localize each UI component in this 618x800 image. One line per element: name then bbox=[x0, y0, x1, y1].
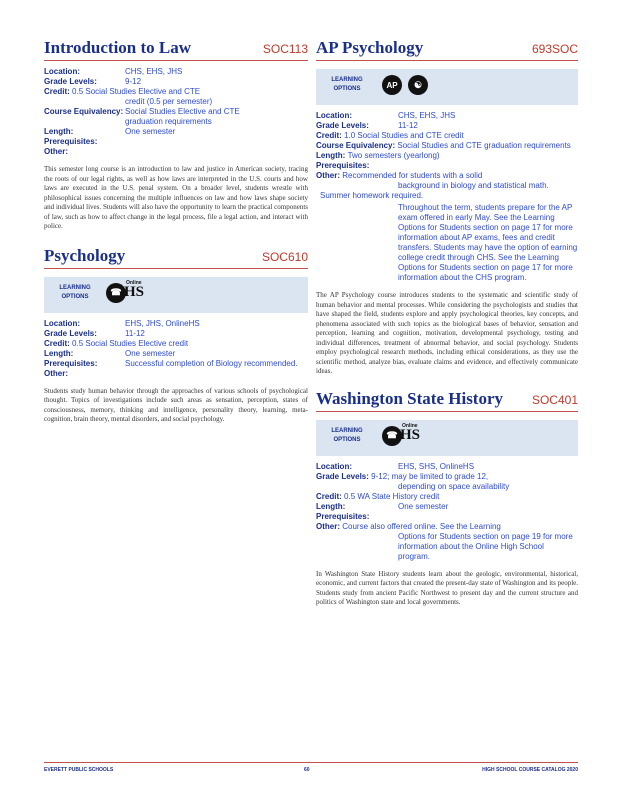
course-header bbox=[316, 389, 578, 412]
learning-options-box bbox=[316, 69, 578, 105]
length-value: One semester bbox=[125, 348, 176, 358]
ap-icon: AP bbox=[382, 75, 402, 95]
online-hs-icon: ☎ HS Online bbox=[106, 281, 144, 305]
location-label: Location: bbox=[44, 318, 80, 328]
course-code: 693SOC bbox=[531, 42, 578, 56]
course-description: The AP Psychology course introduces students to the systematic and scientific study of human behavior and mental processes. While considering the psychologists and studies that have shaped the field, students explore and apply psychological theories, key concepts, and phenomena associated with such topics as the biological bases of behavior, sensation and perception, learning and cognition, motivation, developmental psychology, testing and individual differences, treatment of abnormal behavior, and social psychology. Students employ psychological research methods, including ethical considerations, as they use the scientific method, analyze bias, evaluate claims and evidence, and effectively communicate ideas. bbox=[316, 291, 578, 375]
left-column bbox=[44, 38, 308, 432]
online-hs-icon: ☎ HS Online bbox=[382, 424, 420, 448]
footer-district: EVERETT PUBLIC SCHOOLS bbox=[44, 767, 114, 773]
location-label: Location: bbox=[44, 67, 80, 76]
course-info bbox=[44, 67, 308, 157]
other-label: Other: bbox=[316, 521, 340, 531]
grade-value: 9-12; may be limited to grade 12, bbox=[371, 471, 489, 481]
grade-label: Grade Levels: bbox=[316, 121, 369, 130]
length-label: Length: bbox=[316, 501, 346, 511]
grade-value: 11-12 bbox=[398, 121, 418, 130]
learning-options-label: LEARNING OPTIONS bbox=[59, 284, 91, 300]
course-info bbox=[316, 462, 578, 562]
equivalency-label: Course Equivalency: bbox=[316, 141, 396, 150]
credit-label: Credit: bbox=[44, 87, 70, 96]
location-value: CHS, EHS, JHS bbox=[398, 111, 456, 120]
other-value-cont: Options for Students section on page 19 for more information about the Online High School program. bbox=[398, 531, 573, 561]
location-value: CHS, EHS, JHS bbox=[125, 67, 183, 76]
equivalency-value: Social Studies and CTE graduation requirements bbox=[397, 141, 571, 150]
course-code: SOC113 bbox=[262, 42, 308, 56]
course-psychology bbox=[44, 246, 308, 425]
length-value: One semester bbox=[398, 501, 449, 511]
equivalency-value: Social Studies Elective and CTE bbox=[125, 107, 240, 116]
credit-value: 1.0 Social Studies and CTE credit bbox=[344, 131, 464, 140]
equivalency-value-cont: graduation requirements bbox=[125, 117, 212, 126]
course-ap-psychology bbox=[316, 38, 578, 377]
credit-value: 0.5 Social Studies Elective and CTE bbox=[72, 87, 201, 96]
location-label: Location: bbox=[316, 461, 352, 471]
other-value-cont: background in biology and statistical math. bbox=[398, 181, 549, 190]
course-info bbox=[44, 319, 308, 379]
course-header bbox=[44, 246, 308, 269]
length-label: Length: bbox=[316, 151, 346, 160]
footer-catalog: HIGH SCHOOL COURSE CATALOG 2020 bbox=[482, 767, 578, 773]
other-value-details: Throughout the term, students prepare for the AP exam offered in early May. See the Learning Options for Students section on page 17 for more information about AP exams, fees and credit transfers. Students may have the option of earning college credit through CHS. See the Learning Options for Students section on page 17 for more information about the CHS program. bbox=[398, 203, 578, 282]
grade-label: Grade Levels: bbox=[44, 328, 97, 338]
course-header bbox=[44, 38, 308, 61]
other-value: Course also offered online. See the Learning bbox=[342, 521, 501, 531]
course-title: Washington State History bbox=[316, 388, 504, 408]
credit-label: Credit: bbox=[316, 131, 342, 140]
course-intro-to-law bbox=[44, 38, 308, 232]
equivalency-label: Course Equivalency: bbox=[44, 107, 124, 116]
other-label: Other: bbox=[44, 147, 68, 156]
course-washington-state-history bbox=[316, 389, 578, 608]
grade-value-cont: depending on space availability bbox=[398, 481, 510, 491]
course-code: SOC401 bbox=[531, 392, 578, 407]
credit-value: 0.5 Social Studies Elective credit bbox=[72, 338, 189, 348]
prereq-label: Prerequisites: bbox=[316, 161, 370, 170]
college-in-high-school-icon: ☯ bbox=[408, 75, 428, 95]
length-label: Length: bbox=[44, 127, 74, 136]
course-description: This semester long course is an introduction to law and justice in American society, tracing the roots of our legal rights, as well as how laws are interpreted in the U.S. courts and how laws are executed in the U.S. penal system. On a broader level, students wrestle with philosophical issues concerning the multiple influences on law and how laws shape society and individual lives. Students will also have the opportunity to learn the practical components of law, such as how to affect change in the legal process, file a legal action, and interact with police. bbox=[44, 165, 308, 230]
course-code: SOC610 bbox=[261, 249, 308, 264]
course-description: Students study human behavior through the approaches of various schools of psychological thought. Topics of investigations include such areas as sensation, perception, states of consciousness, memory, thinking and intelligence, personality theory, learning, meta-cognition, brain theory, mental disorders, and social psychology. bbox=[44, 386, 308, 423]
course-info bbox=[316, 111, 578, 283]
learning-options-label: LEARNING OPTIONS bbox=[331, 427, 363, 443]
grade-label: Grade Levels: bbox=[44, 77, 97, 86]
prereq-label: Prerequisites: bbox=[44, 137, 98, 146]
other-value: Recommended for students with a solid bbox=[342, 171, 483, 180]
learning-options-label: LEARNING OPTIONS bbox=[331, 77, 363, 92]
location-value: EHS, SHS, OnlineHS bbox=[398, 461, 475, 471]
course-description: In Washington State History students learn about the geologic, environmental, historical, economic, and current factors that created the present-day state of Washington and its people. Students study from ancient Pacific Northwest to present day and the current structure and politics of Washington state and local governments. bbox=[316, 569, 578, 606]
location-label: Location: bbox=[316, 111, 352, 120]
course-header bbox=[316, 38, 578, 61]
learning-options-box bbox=[44, 277, 308, 313]
prereq-label: Prerequisites: bbox=[316, 511, 370, 521]
other-value-summer: Summer homework required. bbox=[320, 191, 424, 200]
footer-page-number: 60 bbox=[304, 767, 310, 773]
length-value: One semester bbox=[125, 127, 176, 136]
page-footer bbox=[44, 762, 578, 773]
grade-value: 9-12 bbox=[125, 77, 142, 86]
length-value: Two semesters (yearlong) bbox=[347, 151, 440, 160]
credit-value-cont: credit (0.5 per semester) bbox=[125, 97, 213, 106]
prereq-label: Prerequisites: bbox=[44, 358, 98, 368]
grade-label: Grade Levels: bbox=[316, 471, 369, 481]
length-label: Length: bbox=[44, 348, 74, 358]
grade-value: 11-12 bbox=[125, 328, 145, 338]
right-column bbox=[316, 38, 578, 615]
learning-options-box bbox=[316, 420, 578, 456]
credit-label: Credit: bbox=[44, 338, 70, 348]
course-title: Introduction to Law bbox=[44, 38, 192, 57]
other-label: Other: bbox=[316, 171, 340, 180]
course-title: AP Psychology bbox=[316, 38, 424, 57]
prereq-value: Successful completion of Biology recommended. bbox=[125, 358, 298, 368]
course-title: Psychology bbox=[44, 245, 126, 265]
credit-value: 0.5 WA State History credit bbox=[344, 491, 440, 501]
location-value: EHS, JHS, OnlineHS bbox=[125, 318, 200, 328]
other-label: Other: bbox=[44, 368, 68, 378]
credit-label: Credit: bbox=[316, 491, 342, 501]
